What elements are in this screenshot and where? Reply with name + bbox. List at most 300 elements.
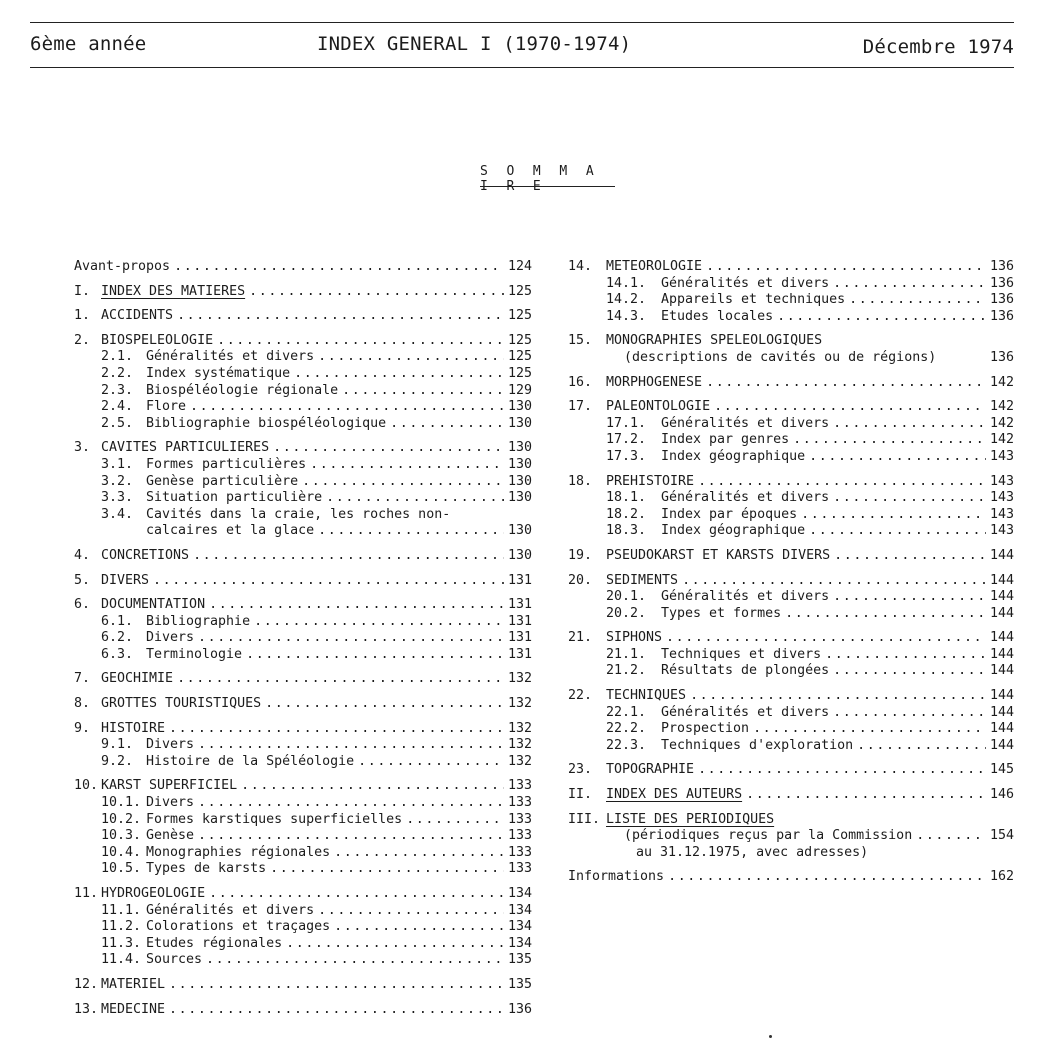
dot-leader <box>450 507 528 524</box>
toc-entry[interactable] <box>74 630 532 647</box>
toc-entry-label <box>101 952 202 969</box>
dot-leader <box>202 952 504 969</box>
toc-entry-label <box>606 276 829 293</box>
toc-entry-page: 130 <box>507 523 532 539</box>
toc-entry-number: 19. <box>568 547 593 563</box>
dot-leader <box>386 416 504 433</box>
toc-entry-text: DOCUMENTATION <box>101 597 206 613</box>
toc-entry-number: 12. <box>74 976 99 992</box>
toc-entry-number: 2. <box>74 332 91 348</box>
toc-group <box>568 787 1014 804</box>
toc-entry[interactable] <box>568 474 1014 491</box>
dot-leader <box>694 474 986 491</box>
toc-entry-page: 136 <box>989 349 1014 365</box>
dot-leader <box>322 490 504 507</box>
toc-entry-number: 2.1. <box>101 349 134 365</box>
toc-entry-number: 14.3. <box>606 308 647 324</box>
toc-entry-text: CAVITES PARTICULIERES <box>101 440 270 456</box>
toc-entry-text: Formes karstiques superficielles <box>146 811 403 827</box>
dot-leader <box>245 284 504 301</box>
toc-entry-number: 8. <box>74 696 91 712</box>
toc-entry-label <box>74 548 189 565</box>
toc-entry-text: Etudes régionales <box>146 935 283 951</box>
dot-leader <box>282 936 504 953</box>
dot-leader <box>822 333 1010 350</box>
toc-entry-number: 9.2. <box>101 753 134 769</box>
toc-entry-label <box>74 671 173 688</box>
toc-entry[interactable] <box>568 507 1014 524</box>
toc-entry[interactable] <box>74 440 532 457</box>
toc-entry-text: Techniques et divers <box>661 646 822 662</box>
dot-leader <box>269 440 504 457</box>
toc-entry-number: 20. <box>568 572 593 588</box>
toc-entry-text: TOPOGRAPHIE <box>606 762 695 778</box>
toc-entry[interactable] <box>74 308 532 325</box>
dot-leader <box>354 754 504 771</box>
toc-entry-page: 132 <box>507 720 532 736</box>
toc-entry-text: Généralités et divers <box>661 490 830 506</box>
toc-entry-page: 136 <box>989 292 1014 308</box>
toc-entry-page: 133 <box>507 811 532 827</box>
toc-entry-page: 144 <box>989 589 1014 605</box>
dot-leader <box>330 919 504 936</box>
toc-group <box>74 1002 532 1019</box>
dot-leader <box>936 350 986 367</box>
toc-entry[interactable] <box>74 952 532 969</box>
toc-entry-page: 144 <box>989 663 1014 679</box>
toc-entry[interactable] <box>568 630 1014 647</box>
toc-entry[interactable] <box>568 416 1014 433</box>
toc-entry[interactable] <box>74 284 532 301</box>
toc-entry-number: 11. <box>74 886 99 901</box>
toc-entry[interactable] <box>568 548 1014 565</box>
toc-entry-page: 125 <box>507 365 532 381</box>
toc-entry-text: METEOROLOGIE <box>606 259 703 274</box>
dot-leader <box>702 375 986 392</box>
toc-entry[interactable] <box>568 647 1014 664</box>
toc-entry-number: 10.1. <box>101 795 142 811</box>
toc-entry[interactable] <box>74 457 532 474</box>
toc-entry-label <box>568 333 822 350</box>
toc-entry-label <box>74 1002 165 1019</box>
toc-entry[interactable] <box>74 647 532 664</box>
dot-leader <box>845 292 986 309</box>
toc-entry[interactable] <box>74 573 532 590</box>
toc-entry-label <box>101 828 194 845</box>
toc-entry[interactable] <box>568 292 1014 309</box>
toc-entry[interactable] <box>568 738 1014 755</box>
toc-entry-text: BIOSPELEOLOGIE <box>101 332 214 348</box>
toc-entry-page: 125 <box>507 308 532 324</box>
toc-entry-text: Généralités et divers <box>146 349 315 365</box>
toc-group <box>74 440 532 540</box>
dot-leader <box>205 886 504 903</box>
toc-right-column <box>568 259 1014 894</box>
toc-entry-label <box>101 936 282 953</box>
toc-entry[interactable] <box>74 903 532 920</box>
toc-entry[interactable] <box>74 671 532 688</box>
toc-entry-number: 18. <box>568 473 593 489</box>
toc-entry-label <box>101 647 242 664</box>
toc-entry-page: 131 <box>507 572 532 588</box>
toc-entry-page: 134 <box>507 886 532 901</box>
dot-leader <box>173 671 504 688</box>
toc-entry[interactable] <box>568 490 1014 507</box>
toc-entry[interactable] <box>74 828 532 845</box>
toc-entry-page: 144 <box>989 605 1014 621</box>
dot-leader <box>290 366 504 383</box>
toc-entry-label <box>101 507 450 524</box>
toc-entry[interactable] <box>74 366 532 383</box>
toc-group <box>568 259 1014 325</box>
toc-group <box>568 474 1014 540</box>
toc-entry-number: 17. <box>568 399 593 415</box>
toc-entry[interactable] <box>568 828 1014 845</box>
toc-entry[interactable] <box>74 259 532 276</box>
toc-entry-number: 10.3. <box>101 828 142 844</box>
toc-entry-number: 20.2. <box>606 605 647 621</box>
toc-entry[interactable] <box>74 474 532 491</box>
toc-entry[interactable] <box>74 1002 532 1019</box>
toc-entry-number: 21. <box>568 630 593 646</box>
dot-leader <box>170 259 504 276</box>
toc-entry[interactable] <box>568 399 1014 416</box>
toc-entry-page: 134 <box>507 935 532 951</box>
toc-entry[interactable] <box>568 276 1014 293</box>
toc-entry-text: Types et formes <box>661 605 782 621</box>
toc-group <box>74 548 532 565</box>
toc-entry-page: 131 <box>507 597 532 613</box>
toc-entry-page: 131 <box>507 630 532 646</box>
toc-entry-page <box>1010 333 1014 350</box>
toc-entry-label <box>606 663 829 680</box>
toc-entry[interactable] <box>74 349 532 366</box>
toc-entry[interactable] <box>74 333 532 350</box>
toc-entry[interactable] <box>568 375 1014 392</box>
toc-entry-label <box>74 778 237 795</box>
dot-leader <box>250 614 504 631</box>
toc-entry[interactable] <box>568 721 1014 738</box>
toc-entry-number: 11.1. <box>101 902 142 918</box>
toc-entry-label <box>568 399 710 416</box>
toc-group <box>568 399 1014 465</box>
dot-leader <box>829 705 986 722</box>
toc-entry[interactable] <box>74 812 532 829</box>
toc-entry[interactable] <box>568 606 1014 623</box>
toc-entry[interactable] <box>74 795 532 812</box>
toc-entry-label <box>606 449 805 466</box>
toc-entry-label <box>74 259 170 276</box>
toc-entry[interactable] <box>74 523 532 540</box>
toc-entry-label <box>101 490 322 507</box>
toc-entry-text: MORPHOGENESE <box>606 374 703 390</box>
dot-leader <box>797 507 986 524</box>
toc-entry[interactable] <box>568 350 1014 367</box>
toc-entry-text: TECHNIQUES <box>606 688 687 704</box>
toc-entry-label <box>101 474 298 491</box>
toc-entry-text: MATERIEL <box>101 976 166 992</box>
dot-leader <box>194 795 504 812</box>
toc-entry-text: Situation particulière <box>146 490 323 506</box>
toc-entry-text: GEOCHIMIE <box>101 671 174 687</box>
toc-entry[interactable] <box>568 663 1014 680</box>
toc-entry-text: ACCIDENTS <box>101 308 174 324</box>
toc-entry[interactable] <box>74 886 532 903</box>
toc-entry-label <box>606 432 789 449</box>
toc-entry[interactable] <box>568 309 1014 326</box>
toc-entry-text: Généralités et divers <box>661 415 830 431</box>
toc-entry[interactable] <box>74 721 532 738</box>
toc-entry[interactable] <box>74 490 532 507</box>
toc-entry-text: Résultats de plongées <box>661 663 830 679</box>
toc-entry[interactable] <box>568 523 1014 540</box>
toc-entry-text: Généralités et divers <box>661 589 830 605</box>
toc-entry-text: SEDIMENTS <box>606 572 679 588</box>
toc-entry-text: Bibliographie <box>146 613 251 629</box>
dot-leader <box>402 812 504 829</box>
toc-entry-label <box>74 886 205 903</box>
toc-group <box>74 597 532 663</box>
top-rule <box>30 22 1014 23</box>
toc-entry-page: 133 <box>507 844 532 860</box>
toc-entry-number: 20.1. <box>606 589 647 605</box>
toc-entry-label <box>568 762 694 779</box>
toc-entry-page: 125 <box>507 283 532 299</box>
toc-entry-number: 22.1. <box>606 704 647 720</box>
toc-entry-number: 2.2. <box>101 365 134 381</box>
toc-entry-label <box>568 375 702 392</box>
toc-entry[interactable] <box>74 977 532 994</box>
toc-entry-number: 18.3. <box>606 523 647 539</box>
toc-entry-number: 6.3. <box>101 646 134 662</box>
toc-entry-label <box>101 795 194 812</box>
toc-entry[interactable] <box>74 507 532 524</box>
toc-entry[interactable] <box>74 614 532 631</box>
toc-entry[interactable] <box>74 416 532 433</box>
toc-entry[interactable] <box>74 936 532 953</box>
toc-entry-page: 143 <box>989 523 1014 539</box>
dot-leader <box>805 523 986 540</box>
header-rule <box>30 67 1014 68</box>
toc-entry-page: 144 <box>989 737 1014 753</box>
dot-leader <box>237 778 504 795</box>
dot-leader <box>186 399 504 416</box>
toc-entry[interactable] <box>74 754 532 771</box>
toc-entry-label <box>606 606 781 623</box>
toc-entry-page: 130 <box>507 456 532 472</box>
toc-entry-label <box>74 284 245 301</box>
toc-entry-number: 15. <box>568 333 593 349</box>
dot-leader <box>749 721 986 738</box>
toc-entry-page: 144 <box>989 721 1014 737</box>
toc-entry-text: MEDECINE <box>101 1001 166 1017</box>
toc-entry-text: Index par genres <box>661 432 790 448</box>
header-date: Décembre 1974 <box>862 36 1014 58</box>
toc-entry-text: HYDROGEOLOGIE <box>101 886 206 901</box>
toc-entry-label <box>606 416 829 433</box>
toc-entry-text: MONOGRAPHIES SPELEOLOGIQUES <box>606 333 823 349</box>
toc-entry-page: 135 <box>507 952 532 968</box>
toc-entry-number: 21.2. <box>606 663 647 679</box>
dot-leader <box>194 737 504 754</box>
toc-entry-text: GROTTES TOURISTIQUES <box>101 696 262 712</box>
toc-entry-label <box>74 721 165 738</box>
toc-entry[interactable] <box>74 548 532 565</box>
toc-entry[interactable] <box>74 919 532 936</box>
toc-entry-label <box>624 845 868 862</box>
toc-entry[interactable] <box>568 812 1014 829</box>
toc-entry[interactable] <box>568 589 1014 606</box>
toc-entry-page: 133 <box>507 778 532 794</box>
toc-entry-number: 10. <box>74 778 99 794</box>
toc-entry-number: 10.5. <box>101 861 142 877</box>
toc-entry[interactable] <box>568 869 1014 886</box>
toc-entry-number: 16. <box>568 374 593 390</box>
toc-entry[interactable] <box>74 861 532 878</box>
toc-left-column <box>74 259 532 1026</box>
toc-entry-label <box>568 787 742 804</box>
toc-entry-label <box>101 630 194 647</box>
toc-entry-page: 144 <box>989 572 1014 588</box>
toc-entry-text: Histoire de la Spéléologie <box>146 753 355 769</box>
dot-leader <box>213 333 504 350</box>
toc-entry-text: Divers <box>146 795 195 811</box>
dot-leader <box>868 845 1010 862</box>
toc-entry-text: calcaires et la glace <box>146 523 315 539</box>
toc-entry-label <box>101 614 250 631</box>
toc-entry-text: LISTE DES PERIODIQUES <box>606 811 775 827</box>
toc-entry-number: 23. <box>568 762 593 778</box>
toc-entry-text: Généralités et divers <box>661 704 830 720</box>
dot-leader <box>789 432 986 449</box>
dot-leader <box>338 383 504 400</box>
toc-entry-page: 162 <box>989 869 1014 885</box>
toc-entry-text: PALEONTOLOGIE <box>606 399 711 415</box>
toc-entry-page: 144 <box>989 704 1014 720</box>
toc-entry-label <box>606 507 797 524</box>
toc-entry[interactable] <box>74 737 532 754</box>
toc-entry[interactable] <box>568 259 1014 276</box>
toc-group <box>74 333 532 433</box>
toc-entry[interactable] <box>74 845 532 862</box>
toc-entry[interactable] <box>568 787 1014 804</box>
toc-entry-number: 9.1. <box>101 737 134 753</box>
toc-entry-page: 143 <box>989 448 1014 464</box>
toc-entry-page: 131 <box>507 646 532 662</box>
toc-entry-page: 133 <box>507 795 532 811</box>
toc-entry-page: 142 <box>989 432 1014 448</box>
dot-leader <box>165 1002 504 1019</box>
toc-entry-label <box>101 457 306 474</box>
toc-entry-page: 133 <box>507 861 532 877</box>
toc-group <box>568 630 1014 680</box>
toc-entry-label <box>606 738 853 755</box>
toc-entry-page: 146 <box>989 787 1014 803</box>
toc-entry[interactable] <box>74 383 532 400</box>
toc-entry[interactable] <box>568 432 1014 449</box>
toc-entry-text: Avant-propos <box>74 259 171 274</box>
dot-leader <box>298 474 504 491</box>
toc-entry-page: 144 <box>989 547 1014 563</box>
toc-entry-number: 3.2. <box>101 473 134 489</box>
toc-entry-text: Sources <box>146 952 203 968</box>
dot-leader <box>662 630 986 647</box>
toc-group <box>568 573 1014 623</box>
toc-entry-label <box>568 573 678 590</box>
toc-entry[interactable] <box>568 762 1014 779</box>
toc-entry-text: Appareils et techniques <box>661 292 846 308</box>
toc-entry[interactable] <box>568 449 1014 466</box>
toc-entry-label <box>568 869 664 886</box>
toc-entry-text: Etudes locales <box>661 308 774 324</box>
toc-entry-page: 130 <box>507 490 532 506</box>
toc-entry-text: au 31.12.1975, avec adresses) <box>636 844 869 860</box>
toc-entry-text: Colorations et traçages <box>146 919 331 935</box>
toc-entry-number: 6.2. <box>101 630 134 646</box>
toc-entry-page: 143 <box>989 506 1014 522</box>
toc-entry-text: INDEX DES AUTEURS <box>606 787 743 803</box>
toc-entry-text: Types de karsts <box>146 861 267 877</box>
toc-entry[interactable] <box>568 573 1014 590</box>
toc-entry-number: II. <box>568 787 593 803</box>
dot-leader <box>149 573 504 590</box>
toc-entry[interactable] <box>568 688 1014 705</box>
dot-leader <box>194 630 504 647</box>
header-year: 6ème année <box>30 33 147 55</box>
toc-entry[interactable] <box>74 778 532 795</box>
toc-entry[interactable] <box>74 399 532 416</box>
toc-entry[interactable] <box>74 696 532 713</box>
toc-entry-text: PREHISTOIRE <box>606 473 695 489</box>
toc-entry-page: 145 <box>989 762 1014 778</box>
toc-entry-number: 18.2. <box>606 506 647 522</box>
toc-entry-label <box>101 845 330 862</box>
toc-entry-page: 144 <box>989 646 1014 662</box>
toc-entry[interactable] <box>568 705 1014 722</box>
toc-entry-number: 5. <box>74 572 91 588</box>
page-title: S O M M A I R E <box>480 164 600 194</box>
toc-entry-page: 136 <box>989 308 1014 324</box>
toc-group <box>74 696 532 713</box>
dot-leader <box>853 738 986 755</box>
toc-entry-page: 132 <box>507 737 532 753</box>
toc-entry[interactable] <box>568 845 1014 862</box>
toc-entry[interactable] <box>74 597 532 614</box>
dot-leader <box>194 828 504 845</box>
toc-entry-page: 143 <box>989 490 1014 506</box>
dot-leader <box>686 688 986 705</box>
toc-entry-label <box>101 399 186 416</box>
toc-entry-number: 3.1. <box>101 456 134 472</box>
toc-entry-label <box>606 647 821 664</box>
toc-entry-number: 2.4. <box>101 399 134 415</box>
toc-entry-page: 130 <box>507 440 532 456</box>
toc-entry-number: III. <box>568 811 601 827</box>
toc-entry-page: 136 <box>507 1001 532 1017</box>
toc-entry-label <box>74 597 205 614</box>
toc-entry-number: 22. <box>568 688 593 704</box>
toc-entry-number: 17.1. <box>606 415 647 431</box>
toc-entry-label <box>101 366 290 383</box>
page-mark <box>769 1035 772 1038</box>
toc-entry-number: 10.4. <box>101 844 142 860</box>
toc-entry[interactable] <box>568 333 1014 350</box>
toc-group <box>568 812 1014 862</box>
dot-leader <box>189 548 504 565</box>
dot-leader <box>781 606 986 623</box>
dot-leader <box>774 812 1010 829</box>
toc-group <box>568 333 1014 366</box>
